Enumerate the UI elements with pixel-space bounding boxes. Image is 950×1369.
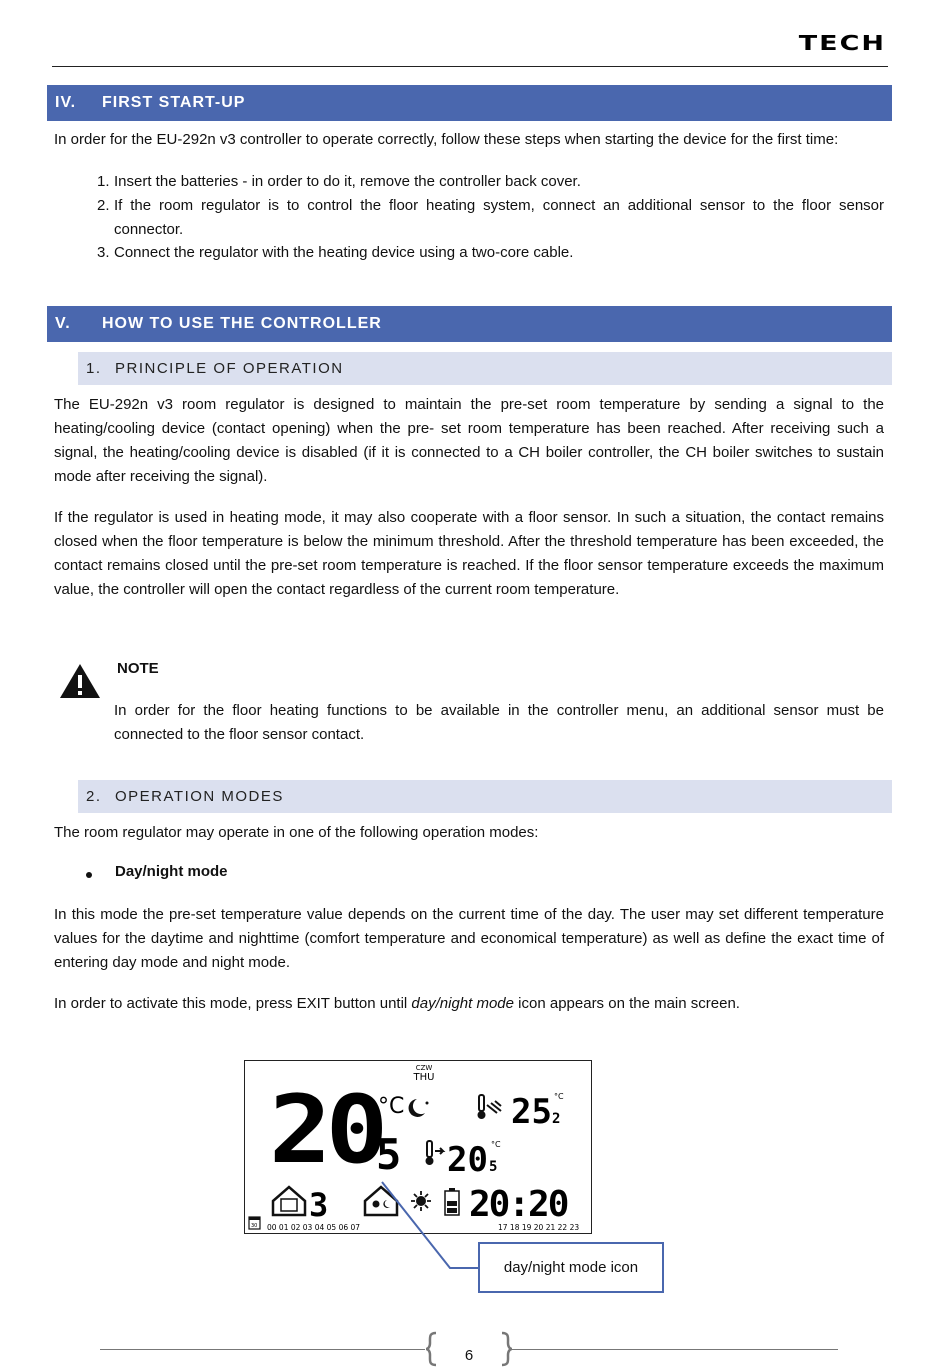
lcd-hour-scale-right: 17 18 19 20 21 22 23 (498, 1223, 580, 1232)
section-number: IV. (55, 94, 77, 111)
operation-modes-intro: The room regulator may operate in one of the following operation modes: (54, 824, 539, 841)
lcd-outdoor-temperature: 25 (511, 1092, 552, 1132)
lcd-hour-scale-left: 00 01 02 03 04 05 06 07 (267, 1223, 361, 1232)
lcd-calendar-badge: 30 (251, 1223, 258, 1229)
note-title: NOTE (117, 660, 159, 677)
callout-day-night-mode-icon: day/night mode icon (478, 1242, 664, 1293)
step-text: If the room regulator is to control the floor heating system, connect an additional sensor to the floor sensor connector. (114, 197, 884, 238)
lcd-main-temperature-decimal: 5 (376, 1130, 402, 1179)
principle-paragraph-2: If the regulator is used in heating mode, it may also cooperate with a floor sensor. In such a situation, the contact remains closed when the floor temperature is below the minimum threshold. After the threshold temperature has been exceeded, the contact remains closed until the pre-set room temperature is reached. If the floor sensor temperature exceeds the maximum value, the controller will open the contact regardless of the current room temperature. (54, 509, 884, 598)
section-title: HOW TO USE THE CONTROLLER (102, 315, 382, 332)
step-number: 2. (97, 197, 110, 214)
section-number: V. (55, 315, 71, 332)
lcd-program-number: 3 (309, 1186, 329, 1224)
note-text: In order for the floor heating functions to be available in the controller menu, an additional sensor must be connected to the floor sensor contact. (114, 702, 884, 743)
section-heading-how-to-use (47, 306, 892, 342)
subsection-heading-principle (78, 352, 892, 385)
day-night-mode-heading: Day/night mode (115, 863, 228, 880)
text-span: icon appears on the main screen. (514, 995, 740, 1012)
program-house-icon (273, 1187, 305, 1215)
subsection-title: OPERATION MODES (115, 788, 284, 805)
footer-bracket-right-icon (500, 1331, 514, 1367)
lcd-floor-temperature: 20 (447, 1140, 488, 1180)
subsection-title: PRINCIPLE OF OPERATION (115, 360, 344, 377)
section-title: FIRST START-UP (102, 94, 246, 111)
footer-rule-left (100, 1349, 425, 1350)
first-start-up-intro: In order for the EU-292n v3 controller to operate correctly, follow these steps when starting the device for the first time: (54, 131, 839, 148)
floor-thermometer-icon (426, 1141, 444, 1165)
header-rule (52, 66, 888, 67)
footer-rule-right (512, 1349, 838, 1350)
subsection-number: 1. (86, 360, 102, 377)
moon-icon (409, 1099, 429, 1117)
bullet-icon (86, 872, 92, 878)
lcd-floor-unit: °C (491, 1140, 501, 1149)
step-text: Connect the regulator with the heating device using a two-core cable. (114, 244, 574, 261)
step-item (97, 194, 884, 242)
section-heading-first-start-up (47, 85, 892, 121)
step-item (97, 241, 884, 265)
lcd-unit: °C (378, 1094, 405, 1119)
page-number: 6 (464, 1347, 474, 1364)
tech-logo: TECH (798, 32, 886, 56)
step-item (97, 170, 884, 194)
lcd-clock: 20:20 (469, 1184, 568, 1225)
day-night-paragraph-1: In this mode the pre-set temperature value depends on the current time of the day. The user may set different temperature values for the daytime and nighttime (comfort temperature and economical temperature) as well as define the exact time of entering day mode and night mode. (54, 906, 884, 971)
step-number: 3. (97, 244, 110, 261)
day-night-paragraph-2 (54, 992, 884, 1016)
lcd-day-bottom: THU (413, 1072, 435, 1083)
subsection-heading-operation-modes (78, 780, 892, 813)
principle-paragraph-1: The EU-292n v3 room regulator is designed to maintain the pre-set room temperature by sending a signal to the heating/cooling device (contact opening) when the pre- set room temperature has been reached. After receiving such a signal, the heating/cooling device is disabled (if it is connected to a CH boiler controller, the CH boiler switches to sustain mode after receiving the signal). (54, 396, 884, 485)
lcd-outdoor-unit: °C (554, 1092, 564, 1101)
lcd-floor-decimal: 5 (489, 1159, 498, 1175)
lcd-outdoor-decimal: 2 (552, 1111, 561, 1127)
emphasis-text: day/night mode (411, 995, 514, 1012)
lcd-day-top: CZW (415, 1064, 433, 1072)
footer-bracket-left-icon (424, 1331, 438, 1367)
subsection-number: 2. (86, 788, 102, 805)
callout-leader-line (380, 1180, 490, 1275)
warning-icon (58, 662, 102, 700)
lcd-main-temperature: 20 (269, 1075, 383, 1185)
step-text: Insert the batteries - in order to do it, remove the controller back cover. (114, 173, 581, 190)
outdoor-thermometer-icon (478, 1095, 502, 1119)
step-number: 1. (97, 173, 110, 190)
text-span: In order to activate this mode, press EXIT button until (54, 995, 412, 1012)
